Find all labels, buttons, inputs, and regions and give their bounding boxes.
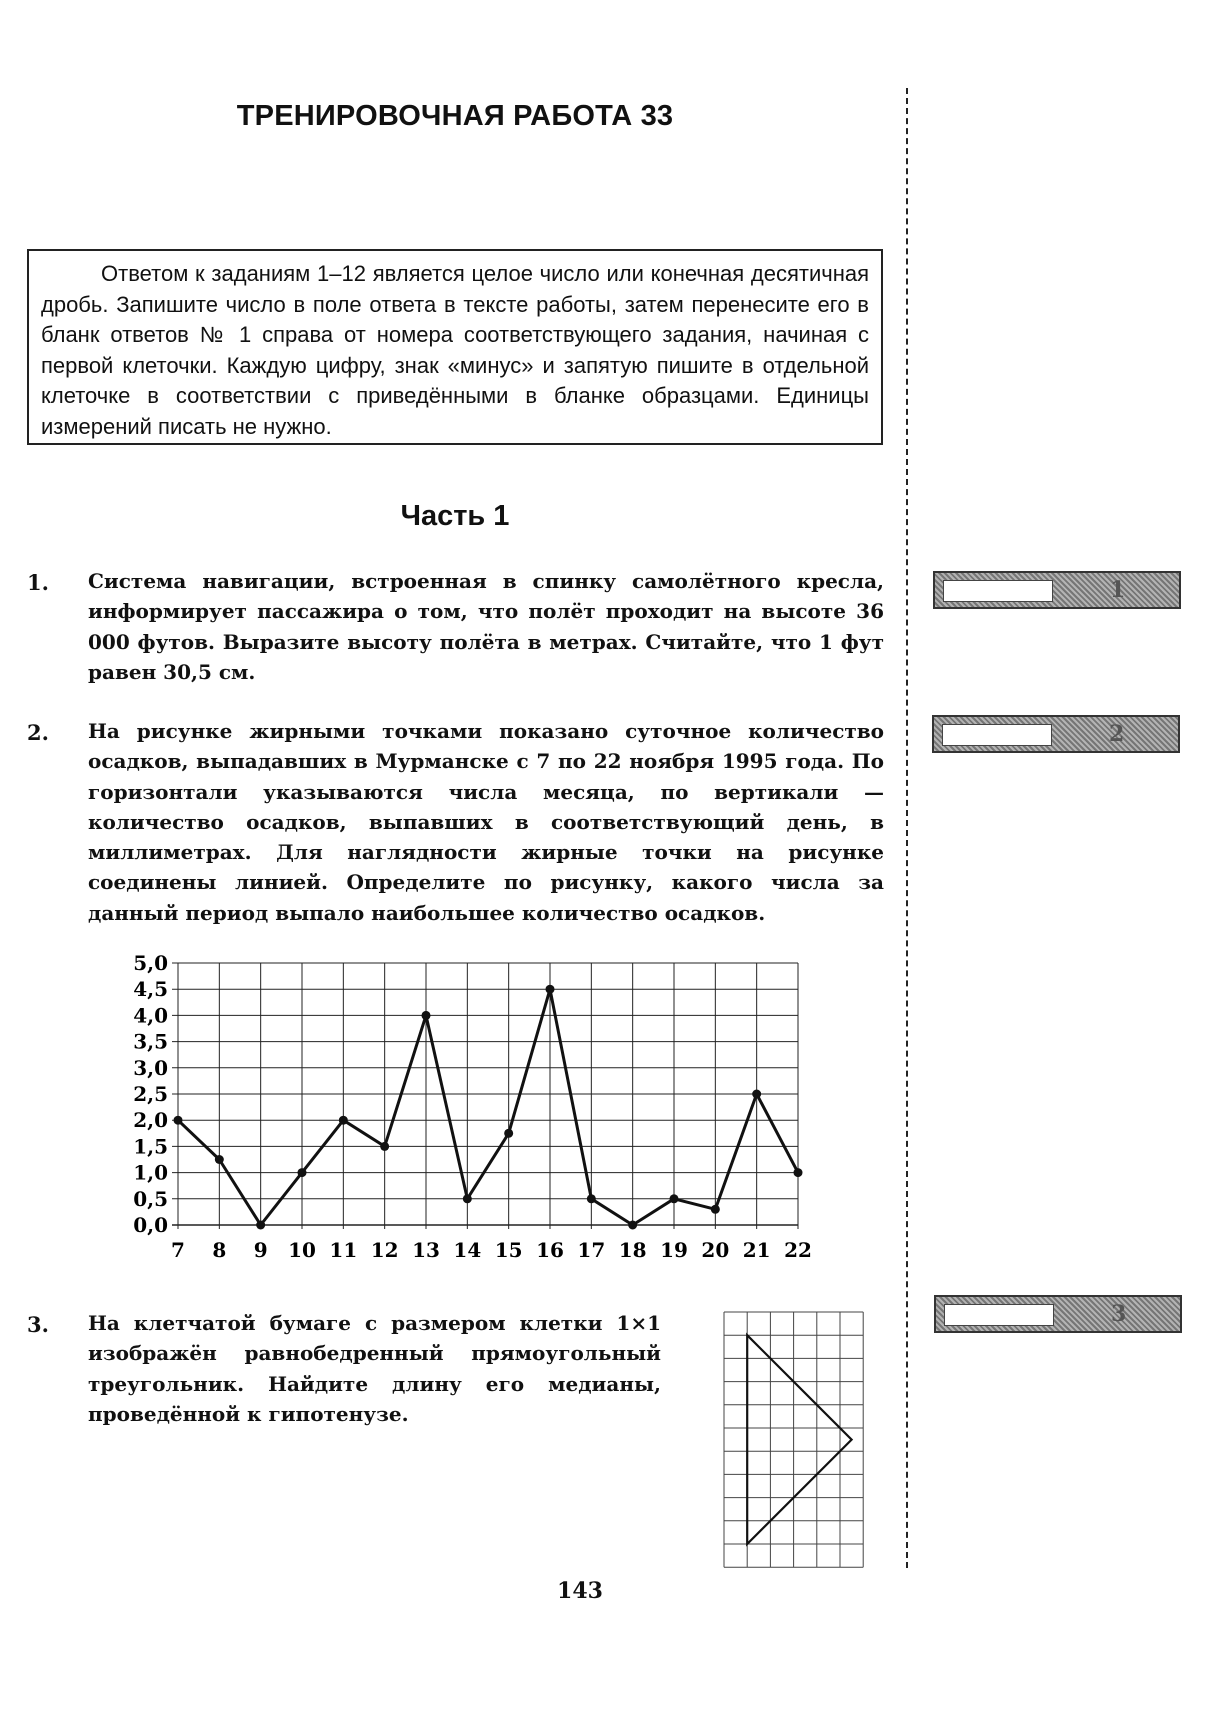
instructions-box: [27, 249, 883, 445]
chart-data-point: [174, 1116, 183, 1125]
answer-field-1[interactable]: [943, 580, 1053, 602]
task-3-text: На клетчатой бумаге с размером клетки 1×1 изображён равнобедренный прямоугольный треугольник. Найдите длину его медианы, проведённой к гипотенузе.: [88, 1311, 661, 1426]
chart-data-point: [422, 1011, 431, 1020]
answer-box-2-label: 2: [1109, 721, 1125, 747]
page-number: 143: [557, 1578, 603, 1604]
chart-data-point: [463, 1194, 472, 1203]
chart-x-tick-label: 20: [701, 1238, 730, 1262]
chart-y-tick-label: 4,5: [133, 977, 168, 1002]
chart-data-point: [215, 1155, 224, 1164]
triangle-shape: [747, 1335, 851, 1544]
task-2-number: 2.: [27, 720, 49, 745]
chart-data-point: [794, 1168, 803, 1177]
precipitation-chart: [120, 945, 820, 1265]
instructions-text: Ответом к заданиям 1–12 является целое число или конечная десятичная дробь. Запишите число в поле ответа в тексте работы, затем перенесите его в бланк ответов № 1 справа от номера соответствующего задания, начиная с первой клеточки. Каждую цифру, знак «минус» и запятую пишите в отдельной клеточке в соответствии с приведёнными в бланке образцами. Единицы измерений писать не нужно.: [41, 261, 869, 439]
chart-x-tick-label: 22: [784, 1238, 812, 1262]
cut-line: [906, 88, 908, 1568]
chart-y-tick-label: 3,0: [133, 1055, 168, 1080]
chart-x-tick-label: 7: [171, 1238, 185, 1262]
answer-box-2[interactable]: [932, 715, 1180, 753]
chart-x-tick-label: 18: [618, 1238, 647, 1262]
chart-data-point: [628, 1221, 637, 1230]
chart-x-tick-label: 19: [660, 1238, 688, 1262]
chart-y-tick-labels: [133, 951, 168, 1237]
chart-y-tick-label: 1,5: [133, 1134, 168, 1159]
chart-x-tick-label: 12: [370, 1238, 399, 1262]
chart-x-tick-label: 8: [212, 1238, 227, 1262]
chart-x-tick-label: 15: [494, 1238, 523, 1262]
answer-field-3[interactable]: [944, 1304, 1054, 1326]
chart-y-tick-label: 0,0: [133, 1213, 168, 1237]
chart-y-tick-label: 1,0: [133, 1160, 168, 1185]
chart-data-point: [339, 1116, 348, 1125]
page-title: ТРЕНИРОВОЧНАЯ РАБОТА 33: [236, 100, 674, 132]
chart-data-point: [504, 1129, 513, 1138]
task-1-text: Система навигации, встроенная в спинку самолётного кресла, информирует пассажира о том, что полёт проходит на высоте 36 000 футов. Выразите высоту полёта в метрах. Считайте, что 1 фут равен 30,5 см.: [88, 569, 884, 684]
chart-x-tick-label: 10: [288, 1238, 316, 1262]
chart-series-line: [178, 989, 798, 1225]
chart-x-tick-label: 13: [412, 1238, 440, 1262]
chart-data-point: [380, 1142, 389, 1151]
answer-box-1-label: 1: [1110, 577, 1126, 603]
chart-data-point: [711, 1205, 720, 1214]
chart-y-tick-label: 0,5: [133, 1186, 168, 1211]
chart-y-tick-label: 2,0: [133, 1108, 168, 1133]
task-3-number: 3.: [27, 1312, 49, 1337]
chart-y-tick-label: 2,5: [133, 1082, 168, 1106]
chart-data-point: [298, 1168, 307, 1177]
chart-x-tick-label: 11: [329, 1238, 358, 1262]
answer-box-3-label: 3: [1111, 1301, 1127, 1327]
chart-y-tick-label: 3,5: [133, 1029, 168, 1054]
chart-data-point: [256, 1221, 265, 1230]
task-1-number: 1.: [27, 570, 49, 595]
chart-x-tick-label: 9: [253, 1238, 268, 1262]
answer-field-2[interactable]: [942, 724, 1052, 746]
chart-x-tick-label: 16: [536, 1238, 564, 1262]
chart-data-point: [670, 1194, 679, 1203]
chart-data-point: [546, 985, 555, 994]
triangle-grid: [724, 1312, 863, 1567]
answer-box-3[interactable]: [934, 1295, 1182, 1333]
chart-y-tick-label: 4,0: [133, 1003, 168, 1028]
chart-series: [174, 985, 803, 1230]
answer-box-1[interactable]: [933, 571, 1181, 609]
chart-x-tick-label: 17: [577, 1238, 606, 1262]
chart-x-tick-label: 14: [453, 1238, 482, 1262]
chart-y-tick-label: 5,0: [133, 951, 168, 975]
chart-x-tick-label: 21: [742, 1238, 771, 1262]
part-title: Часть 1: [400, 500, 510, 532]
chart-grid: [172, 963, 798, 1229]
chart-x-tick-labels: [171, 1238, 812, 1262]
triangle-figure: [722, 1310, 866, 1568]
task-2-text: На рисунке жирными точками показано суточное количество осадков, выпадавших в Мурманске с 7 по 22 ноября 1995 года. По горизонтали указываются числа месяца, по вертикали — количество осадков, выпавших в соответствующий день, в миллиметрах. Для наглядности жирные точки на рисунке соединены линией. Определите по рисунку, какого числа за данный период выпало наибольшее количество осадков.: [88, 719, 884, 925]
chart-data-point: [752, 1090, 761, 1099]
chart-data-point: [587, 1194, 596, 1203]
